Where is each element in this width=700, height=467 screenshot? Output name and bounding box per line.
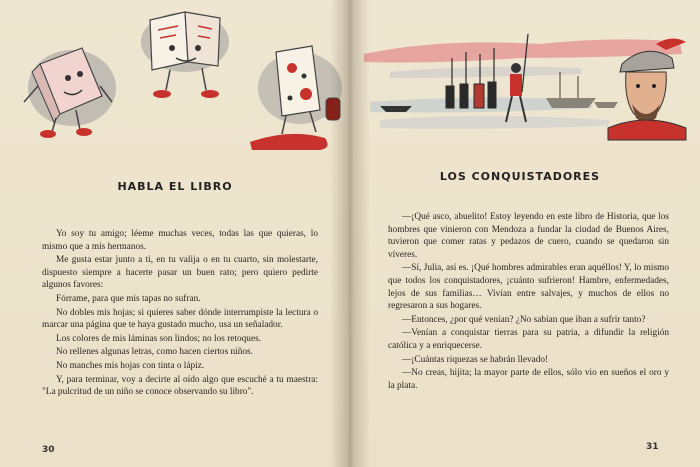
- paragraph: Los colores de mis láminas son lindos; no los retoques.: [56, 333, 262, 344]
- talking-books-illustration: [20, 6, 345, 156]
- paragraph: Me gusta estar junto a ti, en tu valija o en tu cuarto, sin molestarte, dispuesto siempre a hacerte pasar un buen rato; pero quiero pedirte algunos favores:: [42, 255, 318, 291]
- paragraph: Y, para terminar, voy a decirte al oído algo que escuché a tu maestra: "La pulcritud de un niño se conoce observando su libro".: [42, 374, 318, 398]
- paragraph: —Entonces, ¿por qué venían? ¿No sabían que iban a sufrir tanto?: [402, 314, 646, 325]
- paragraph: Fórrame, para que mis tapas no sufran.: [56, 293, 201, 304]
- paragraph: —¡Cuántas riquezas se habrán llevado!: [402, 354, 549, 365]
- page-title: LOS CONQUISTADORES: [439, 170, 601, 183]
- page-number: 30: [42, 445, 55, 455]
- right-page: [350, 0, 700, 467]
- paragraph: No manches mis hojas con tinta o lápiz.: [56, 360, 205, 371]
- paragraph: No rellenes algunas letras, como hacen ciertos niños.: [56, 347, 253, 358]
- body-text: [388, 211, 669, 392]
- paragraph: —¡Qué asco, abuelito! Estoy leyendo en este libro de Historia, que los hombres que vinieron con Mendoza a fundar la ciudad de Buenos Aires, tuvieron que comer ratas y pedazos de cuero, cuando se quedaron sin víveres.: [388, 212, 669, 260]
- paragraph: Yo soy tu amigo; léeme muchas veces, todas las que quieras, lo mismo que a mis hermanos.: [42, 229, 318, 252]
- paragraph: —Sí, Julia, así es. ¡Qué hombres admirables eran aquéllos! Y, lo mismo que todos los conquistadores, ¡cuánto sufrieron! Hambre, enfermedades, lejos de sus familias… Vivían entre salvajes, y muchos de ellos no regresaron a sus hogares.: [388, 263, 669, 312]
- paragraph: —No creas, hijita; la mayor parte de ellos, sólo vio en sueños el oro y la plata.: [388, 368, 669, 391]
- ships: [546, 72, 618, 108]
- book-gutter: [330, 0, 370, 467]
- page-number: 31: [646, 442, 659, 452]
- body-text: [42, 228, 318, 399]
- conquistadors-illustration: [360, 28, 695, 146]
- open-book-character: [150, 12, 220, 98]
- page-title: HABLA EL LIBRO: [117, 180, 233, 193]
- paragraph: No dobles mis hojas; si quieres saber dónde interrumpiste la lectura o marcar una página que te haya gustado mucho, usa un señalador.: [42, 307, 318, 331]
- paragraph: —Venían a conquistar tierras para su patria, a difundir la religión católica y a enriquecerse.: [388, 328, 669, 351]
